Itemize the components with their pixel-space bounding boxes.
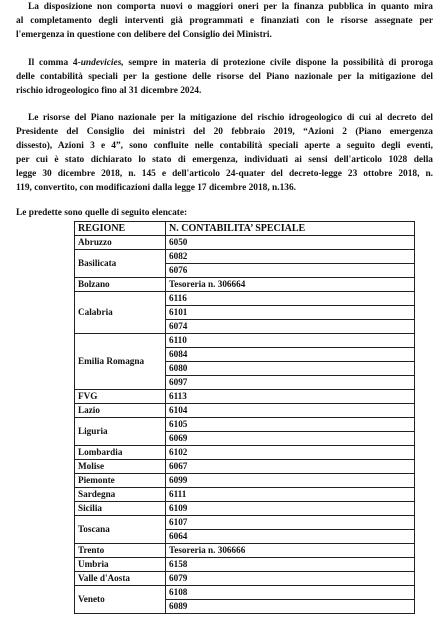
region-cell: Liguria	[75, 418, 166, 446]
contabilita-table	[74, 221, 415, 614]
region-cell: Sicilia	[75, 502, 166, 516]
table-header-row	[75, 222, 415, 236]
paragraph-line: 119, convertito, con modificazioni dalla legge 17 dicembre 2018, n.136.	[16, 183, 297, 193]
contabilita-code: 6050	[169, 237, 188, 247]
contabilita-code: 6074	[166, 319, 414, 333]
paragraph-line: l'emergenza in questione con delibere del Consiglio dei Ministri.	[16, 30, 272, 40]
table-row	[75, 404, 415, 418]
region-cell: Piemonte	[75, 474, 166, 488]
table-row	[75, 278, 415, 292]
region-cell: Calabria	[75, 292, 166, 334]
paragraph-line: per cui è stato dichiarato lo stato di emergenza, individuati ai sensi dell'articolo 1028 della	[16, 155, 433, 165]
paragraph-oneri	[16, 0, 433, 42]
paragraph-line: La disposizione non comporta nuovi o maggiori oneri per la finanza pubblica in quanto mira	[28, 2, 433, 12]
table-row	[75, 586, 415, 614]
paragraph-line: Presidente del Consiglio dei ministri del 20 febbraio 2019, “Azioni 2 (Piano emergenza	[16, 127, 433, 137]
region-cell: Valle d'Aosta	[75, 572, 166, 586]
table-row	[75, 572, 415, 586]
contabilita-code: 6067	[169, 461, 188, 471]
paragraph-line: al completamento degli interventi già programmati e finanziati con le risorse assegnate per	[16, 16, 433, 26]
region-cell: Abruzzo	[75, 236, 166, 250]
paragraph-line: dissesto), Azioni 3 e 4”, sono confluite nelle contabilità speciali aperte a seguito degli eventi,	[16, 141, 433, 151]
region-cell: Toscana	[75, 516, 166, 544]
table-row	[75, 390, 415, 404]
codes-cell	[166, 586, 415, 614]
region-cell: Umbria	[75, 558, 166, 572]
contabilita-code: 6064	[166, 529, 414, 543]
region-cell: Bolzano	[75, 278, 166, 292]
contabilita-code: 6110	[169, 335, 187, 345]
table-row	[75, 460, 415, 474]
paragraph-line: Le risorse del Piano nazionale per la mitigazione del rischio idrogeologico di cui al decreto del	[28, 113, 433, 123]
table-row	[75, 334, 415, 390]
table-row	[75, 558, 415, 572]
contabilita-code: 6076	[166, 263, 414, 277]
table-row	[75, 418, 415, 446]
codes-cell	[166, 418, 415, 446]
contabilita-code: 6082	[169, 251, 188, 261]
contabilita-code: 6108	[169, 587, 188, 597]
region-cell: Veneto	[75, 586, 166, 614]
contabilita-code: 6111	[169, 489, 187, 499]
paragraph-risorse	[16, 111, 433, 195]
table-row	[75, 236, 415, 250]
contabilita-code: 6102	[169, 447, 188, 457]
region-cell: Sardegna	[75, 488, 166, 502]
codes-cell	[166, 460, 415, 474]
codes-cell	[166, 250, 415, 278]
comma-rest: sempre in materia di protezione civile dispone la possibilità di proroga	[123, 58, 434, 68]
region-cell: Emilia Romagna	[75, 334, 166, 390]
contabilita-code: 6109	[169, 503, 188, 513]
table-row	[75, 502, 415, 516]
contabilita-code: 6104	[169, 405, 188, 415]
codes-cell	[166, 572, 415, 586]
paragraph-intro-table	[16, 206, 433, 220]
codes-cell	[166, 278, 415, 292]
codes-cell	[166, 544, 415, 558]
contabilita-code: 6105	[169, 419, 188, 429]
table-row	[75, 474, 415, 488]
codes-cell	[166, 390, 415, 404]
contabilita-code: 6099	[169, 475, 188, 485]
contabilita-code: 6158	[169, 559, 188, 569]
codes-cell	[166, 558, 415, 572]
paragraph-comma-4	[16, 56, 433, 98]
contabilita-code: 6069	[166, 431, 414, 445]
comma-prefix: Il comma 4-	[28, 58, 81, 68]
paragraph-line: rischio idrogeologico fino al 31 dicembre 2024.	[16, 86, 202, 96]
paragraph-line	[16, 56, 433, 70]
region-cell: Basilicata	[75, 250, 166, 278]
contabilita-code: Tesoreria n. 306664	[169, 279, 246, 289]
table-row	[75, 446, 415, 460]
paragraph-line: delle contabilità speciali per la gestione delle risorse del Piano nazionale per la mitigazione del	[16, 72, 433, 82]
contabilita-code: 6107	[169, 517, 188, 527]
paragraph-line: Le predette sono quelle di seguito elencate:	[16, 208, 188, 218]
table-row	[75, 250, 415, 278]
codes-cell	[166, 334, 415, 390]
comma-italic: undevicies,	[80, 58, 124, 68]
region-cell: Lazio	[75, 404, 166, 418]
table-row	[75, 516, 415, 544]
table-row	[75, 544, 415, 558]
codes-cell	[166, 292, 415, 334]
contabilita-code: 6097	[166, 375, 414, 389]
contabilita-code: 6116	[169, 293, 187, 303]
contabilita-code: 6084	[166, 347, 414, 361]
region-cell: FVG	[75, 390, 166, 404]
codes-cell	[166, 502, 415, 516]
contabilita-code: 6079	[169, 573, 188, 583]
codes-cell	[166, 488, 415, 502]
contabilita-code: 6113	[169, 391, 187, 401]
header-contabilita: N. CONTABILITA’ SPECIALE	[166, 222, 415, 236]
paragraph-line: legge 30 dicembre 2018, n. 145 e dell'articolo 24-quater del decreto-legge 23 ottobre 2018, n.	[16, 169, 433, 179]
table-row	[75, 292, 415, 334]
contabilita-code: 6101	[166, 305, 414, 319]
region-cell: Trento	[75, 544, 166, 558]
region-cell: Molise	[75, 460, 166, 474]
table-row	[75, 488, 415, 502]
header-regione: REGIONE	[75, 222, 166, 236]
codes-cell	[166, 236, 415, 250]
codes-cell	[166, 516, 415, 544]
codes-cell	[166, 446, 415, 460]
codes-cell	[166, 404, 415, 418]
region-cell: Lombardia	[75, 446, 166, 460]
contabilita-code: 6089	[166, 599, 414, 613]
contabilita-code: 6080	[166, 361, 414, 375]
contabilita-code: Tesoreria n. 306666	[169, 545, 246, 555]
table-body	[75, 236, 415, 614]
codes-cell	[166, 474, 415, 488]
